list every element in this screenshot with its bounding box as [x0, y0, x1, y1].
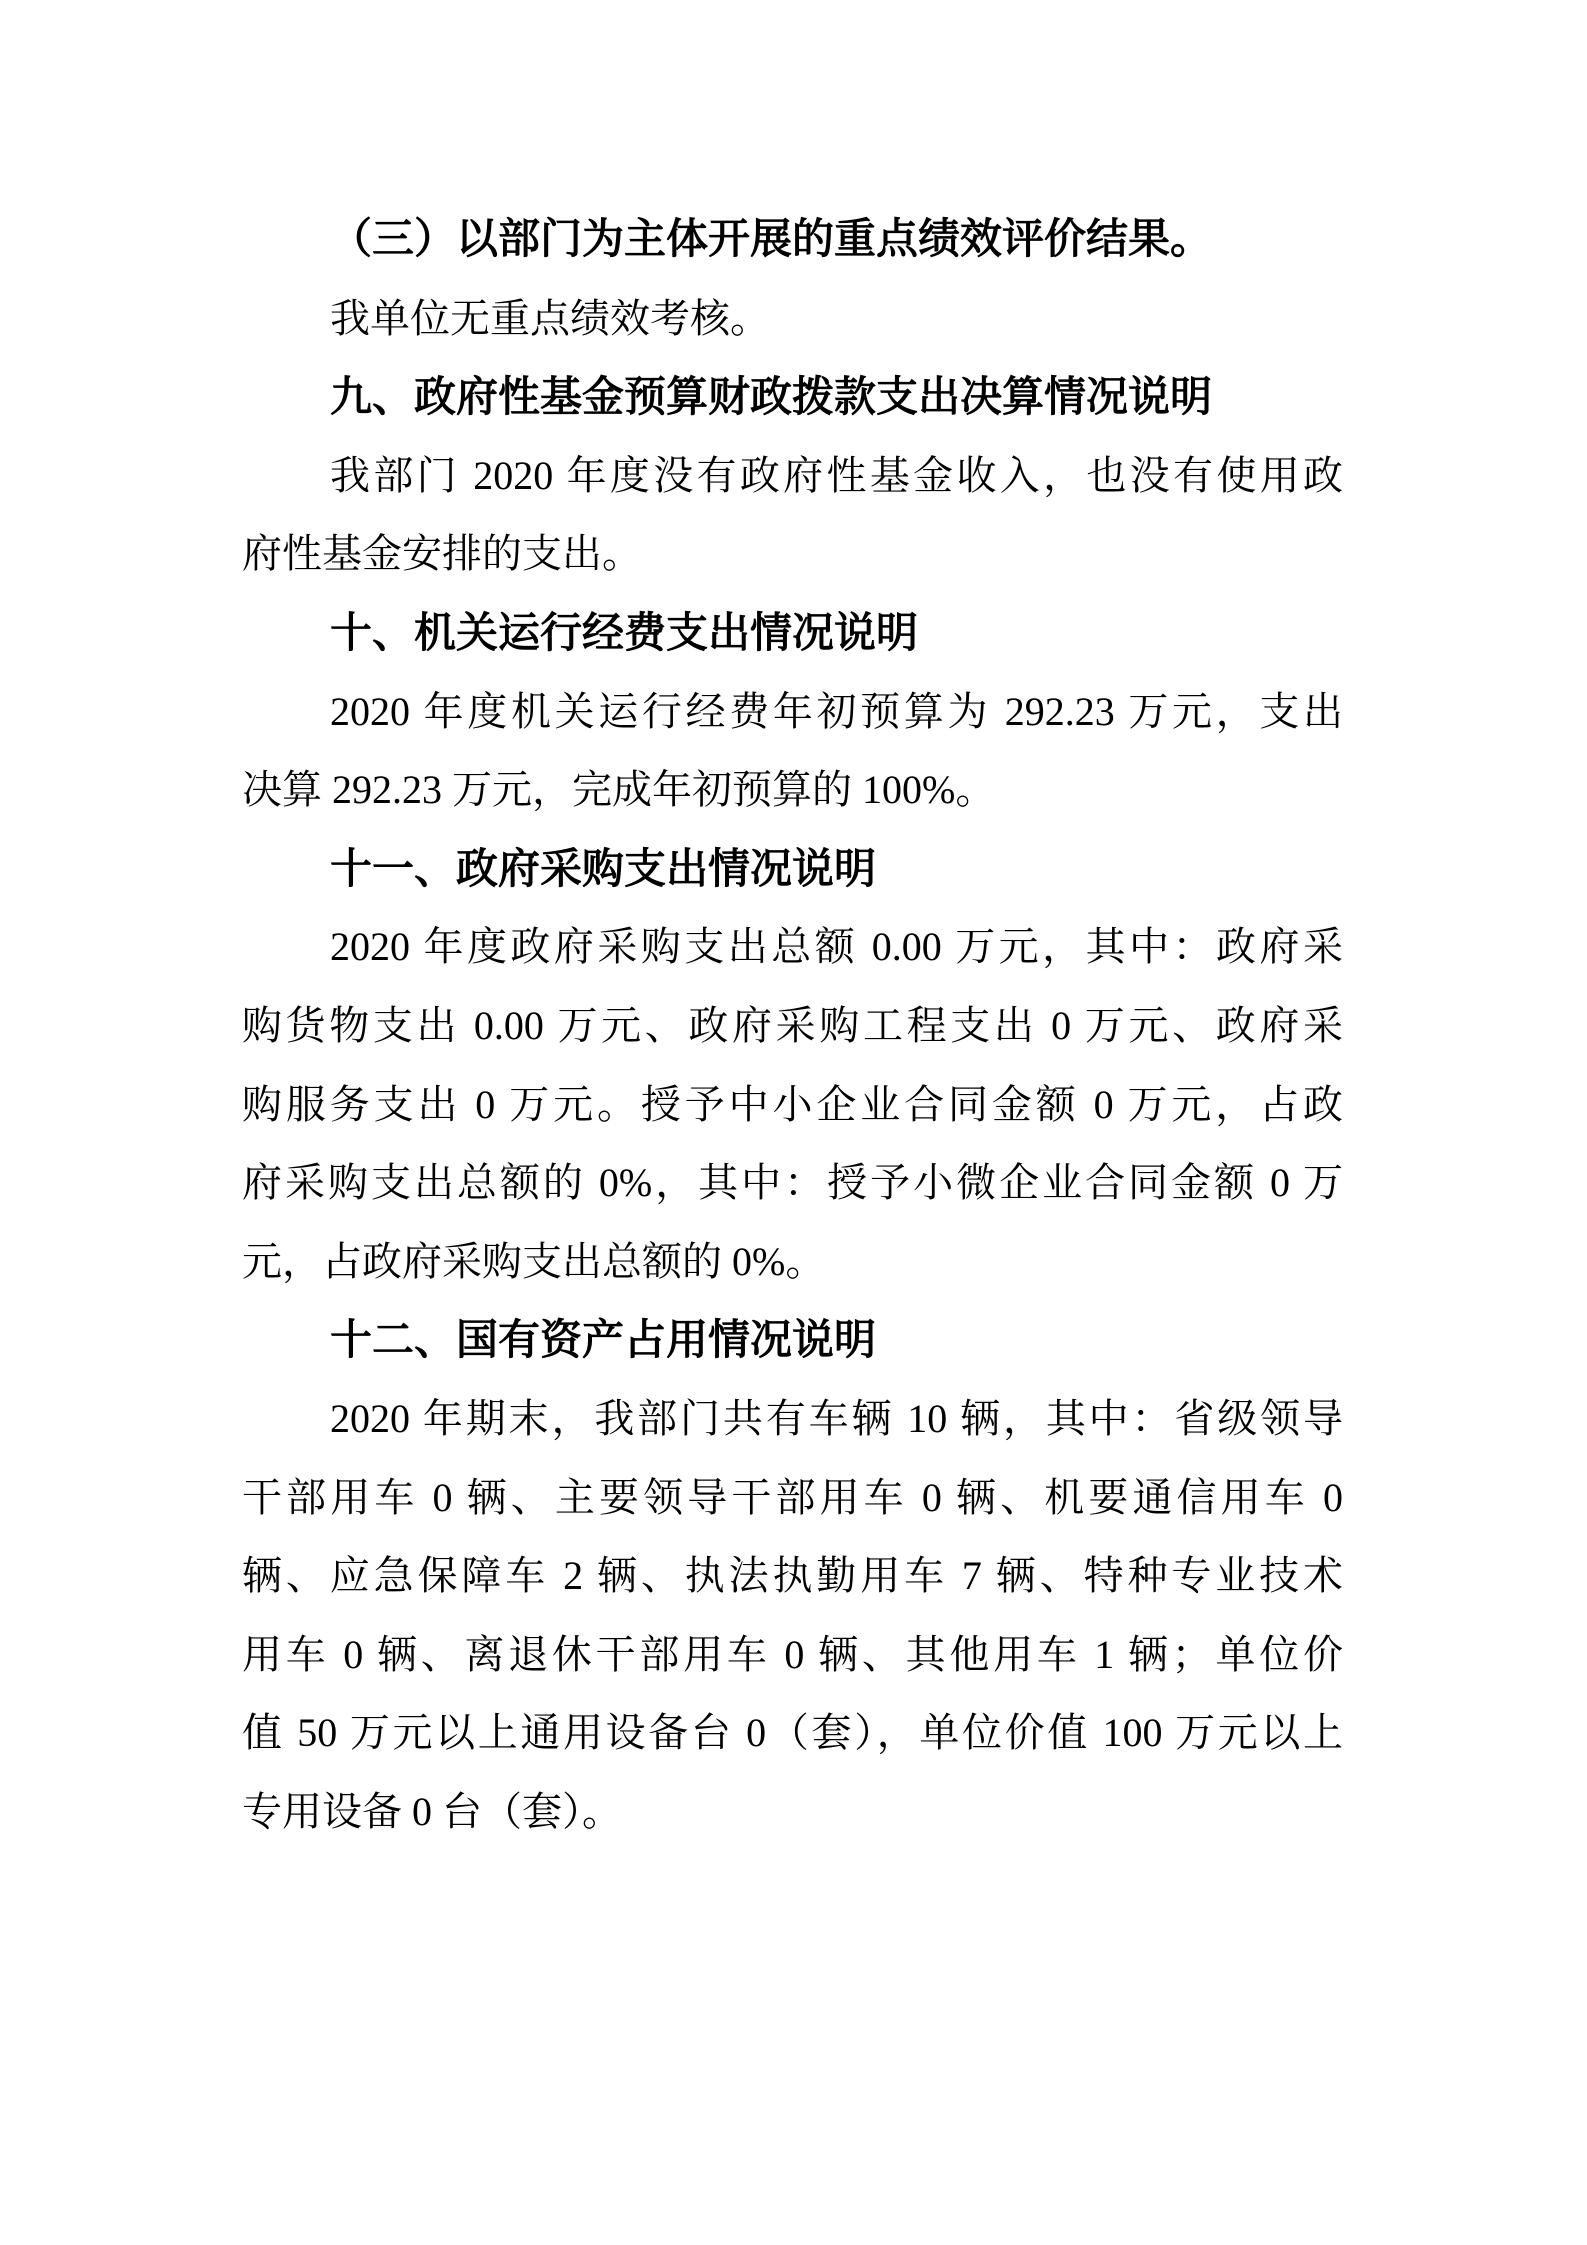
body-line: 辆、应急保障车 2 辆、执法执勤用车 7 辆、特种专业技术	[242, 1553, 1343, 1599]
document-text-block	[242, 201, 1343, 1851]
body-line: 我部门 2020 年度没有政府性基金收入，也没有使用政	[330, 452, 1343, 498]
body-line: 府性基金安排的支出。	[242, 531, 642, 577]
body-line: 干部用车 0 辆、主要领导干部用车 0 辆、机要通信用车 0	[242, 1474, 1343, 1520]
section-heading-11-gov-procurement: 十一、政府采购支出情况说明	[330, 844, 877, 892]
body-line: 我单位无重点绩效考核。	[330, 295, 770, 341]
body-line: 专用设备 0 台（套）。	[242, 1788, 622, 1834]
body-line: 府采购支出总额的 0%，其中：授予小微企业合同金额 0 万	[242, 1160, 1343, 1206]
section-heading-10-operating-expenses: 十、机关运行经费支出情况说明	[330, 608, 919, 656]
body-line: 购服务支出 0 万元。授予中小企业合同金额 0 万元，占政	[242, 1081, 1343, 1127]
section-heading-9-gov-fund-budget: 九、政府性基金预算财政拨款支出决算情况说明	[330, 373, 1213, 421]
body-line: 元，占政府采购支出总额的 0%。	[242, 1238, 826, 1284]
body-line: 购货物支出 0.00 万元、政府采购工程支出 0 万元、政府采	[242, 1002, 1343, 1048]
body-line: 值 50 万元以上通用设备台 0（套），单位价值 100 万元以上	[242, 1710, 1343, 1756]
body-line: 决算 292.23 万元，完成年初预算的 100%。	[242, 767, 996, 813]
body-line: 用车 0 辆、离退休干部用车 0 辆、其他用车 1 辆；单位价	[242, 1631, 1343, 1677]
section-heading-12-state-assets: 十二、国有资产占用情况说明	[330, 1316, 877, 1364]
body-line: 2020 年期末，我部门共有车辆 10 辆，其中：省级领导	[330, 1395, 1343, 1441]
body-line: 2020 年度政府采购支出总额 0.00 万元，其中：政府采	[330, 924, 1343, 970]
section-heading-3-performance-evaluation: （三）以部门为主体开展的重点绩效评价结果。	[330, 217, 1213, 263]
body-line: 2020 年度机关运行经费年初预算为 292.23 万元，支出	[330, 688, 1343, 734]
